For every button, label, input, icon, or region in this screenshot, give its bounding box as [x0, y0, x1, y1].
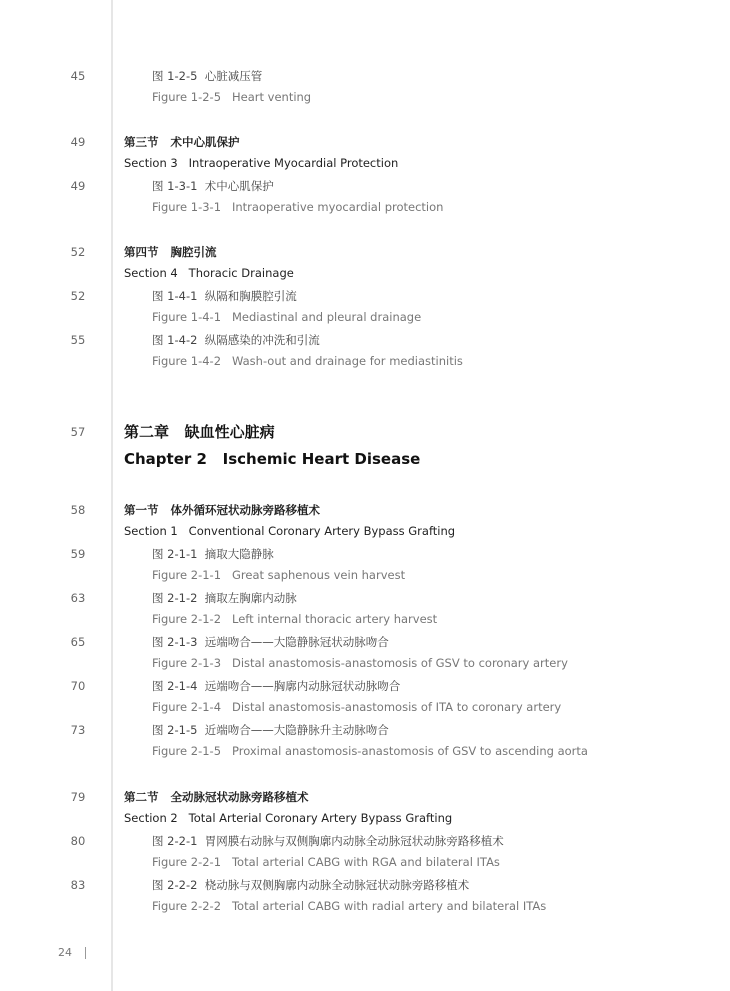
figure-title-zh: 图 2-2-2 桡动脉与双侧胸廓内动脉全动脉冠状动脉旁路移植术: [152, 878, 470, 892]
toc-row[interactable]: [0, 286, 730, 308]
page-number: 80: [70, 834, 86, 848]
figure-title-en: Figure 2-1-5 Proximal anastomosis-anastomosis of GSV to ascending aorta: [152, 744, 588, 758]
toc-row[interactable]: [0, 720, 730, 742]
figure-title-en: Figure 2-1-3 Distal anastomosis-anastomosis of GSV to coronary artery: [152, 656, 568, 670]
toc-row[interactable]: [0, 522, 730, 544]
figure-title-en: Figure 2-2-1 Total arterial CABG with RGA and bilateral ITAs: [152, 855, 500, 869]
figure-title-zh: 图 2-1-5 近端吻合——大隐静脉升主动脉吻合: [152, 723, 389, 737]
figure-title-zh: 图 2-1-3 远端吻合——大隐静脉冠状动脉吻合: [152, 635, 389, 649]
toc-row[interactable]: [0, 610, 730, 632]
section-title-zh: 第一节 体外循环冠状动脉旁路移植术: [124, 503, 321, 517]
page-number: 79: [70, 790, 86, 804]
figure-title-zh: 图 1-3-1 术中心肌保护: [152, 179, 274, 193]
page-number: 52: [70, 245, 86, 259]
figure-title-en: Figure 1-3-1 Intraoperative myocardial protection: [152, 200, 444, 214]
toc-row[interactable]: [0, 176, 730, 198]
figure-title-zh: 图 1-4-2 纵隔感染的冲洗和引流: [152, 333, 320, 347]
toc-row[interactable]: [0, 198, 730, 220]
page-number: 58: [70, 503, 86, 517]
figure-title-en: Figure 2-1-1 Great saphenous vein harvest: [152, 568, 406, 582]
toc-row[interactable]: [0, 654, 730, 676]
section-title-zh: 第二节 全动脉冠状动脉旁路移植术: [124, 790, 309, 804]
section-title-zh: 第三节 术中心肌保护: [124, 135, 240, 149]
toc-row[interactable]: [0, 897, 730, 919]
page-number: 52: [70, 289, 86, 303]
toc-row[interactable]: [0, 787, 730, 809]
page-number: 63: [70, 591, 86, 605]
toc-row[interactable]: [0, 742, 730, 764]
section-title-en: Section 2 Total Arterial Coronary Artery Bypass Grafting: [124, 811, 453, 825]
figure-title-en: Figure 2-2-2 Total arterial CABG with radial artery and bilateral ITAs: [152, 899, 547, 913]
page-number: 57: [70, 425, 86, 439]
figure-title-zh: 图 2-2-1 胃网膜右动脉与双侧胸廓内动脉全动脉冠状动脉旁路移植术: [152, 834, 504, 848]
toc-row[interactable]: [0, 352, 730, 374]
page-number: 55: [70, 333, 86, 347]
figure-title-zh: 图 2-1-2 摘取左胸廓内动脉: [152, 591, 297, 605]
toc-row[interactable]: [0, 632, 730, 654]
figure-title-zh: 图 1-4-1 纵隔和胸膜腔引流: [152, 289, 297, 303]
figure-title-en: Figure 1-2-5 Heart venting: [152, 90, 312, 104]
figure-title-zh: 图 1-2-5 心脏减压管: [152, 69, 263, 83]
page-number: 70: [70, 679, 86, 693]
toc-row[interactable]: [0, 242, 730, 264]
page-number: 45: [70, 69, 86, 83]
toc-row[interactable]: [0, 132, 730, 154]
section-title-en: Section 1 Conventional Coronary Artery Bypass Grafting: [124, 524, 456, 538]
toc-row[interactable]: [0, 264, 730, 286]
toc-row[interactable]: [0, 831, 730, 853]
figure-title-en: Figure 1-4-1 Mediastinal and pleural drainage: [152, 310, 422, 324]
toc-row[interactable]: [0, 500, 730, 522]
toc-row[interactable]: [0, 66, 730, 88]
figure-title-zh: 图 2-1-1 摘取大隐静脉: [152, 547, 274, 561]
toc-row[interactable]: [0, 698, 730, 720]
toc-row[interactable]: [0, 875, 730, 897]
figure-title-zh: 图 2-1-4 远端吻合——胸廓内动脉冠状动脉吻合: [152, 679, 401, 693]
page-number: 49: [70, 179, 86, 193]
toc-row[interactable]: [0, 308, 730, 330]
page-number: 83: [70, 878, 86, 892]
page-number: 59: [70, 547, 86, 561]
chapter-title-zh: 第二章 缺血性心脏病: [124, 423, 275, 441]
page-number: 49: [70, 135, 86, 149]
toc-row[interactable]: [0, 566, 730, 588]
toc-row[interactable]: [0, 154, 730, 176]
figure-title-en: Figure 1-4-2 Wash-out and drainage for mediastinitis: [152, 354, 463, 368]
toc-row[interactable]: [0, 88, 730, 110]
toc-row[interactable]: [0, 450, 730, 476]
toc-row[interactable]: [0, 330, 730, 352]
section-title-zh: 第四节 胸腔引流: [124, 245, 217, 259]
figure-title-en: Figure 2-1-2 Left internal thoracic artery harvest: [152, 612, 438, 626]
toc-row[interactable]: [0, 544, 730, 566]
section-title-en: Section 3 Intraoperative Myocardial Protection: [124, 156, 399, 170]
toc-row[interactable]: [0, 421, 730, 447]
chapter-title-en: Chapter 2 Ischemic Heart Disease: [124, 450, 421, 468]
toc-row[interactable]: [0, 676, 730, 698]
folio-divider: [85, 947, 86, 959]
toc-row[interactable]: [0, 588, 730, 610]
toc-row[interactable]: [0, 809, 730, 831]
folio-page-number: 24: [58, 946, 72, 959]
page-number: 73: [70, 723, 86, 737]
figure-title-en: Figure 2-1-4 Distal anastomosis-anastomosis of ITA to coronary artery: [152, 700, 562, 714]
section-title-en: Section 4 Thoracic Drainage: [124, 266, 294, 280]
page-number: 65: [70, 635, 86, 649]
toc-row[interactable]: [0, 853, 730, 875]
